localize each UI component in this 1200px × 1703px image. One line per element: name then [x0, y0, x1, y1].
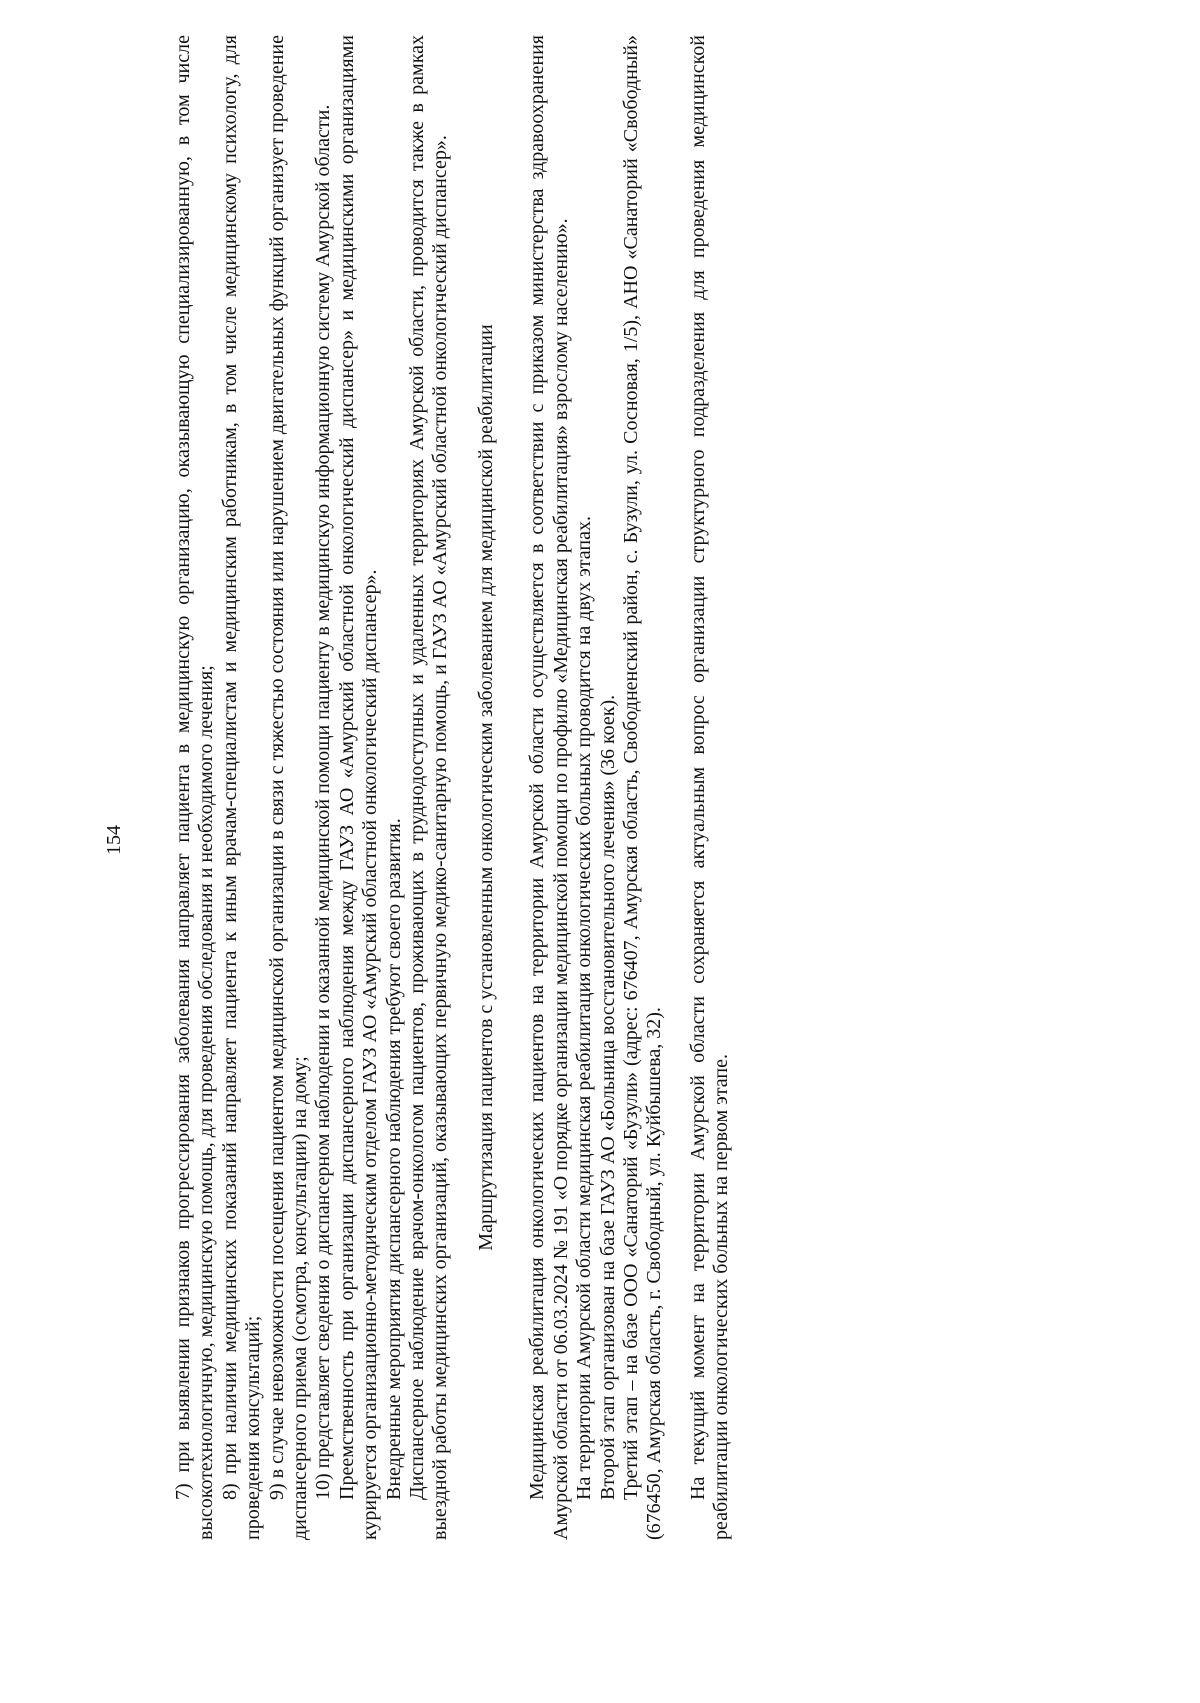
page-number: 154 — [103, 825, 125, 855]
section-heading: Маршрутизация пациентов с установленным онкологическим заболеванием для медицинской реабилитации — [474, 324, 497, 1251]
paragraph-remote-areas: Диспансерное наблюдение врачом-онкологом пациентов, проживающих в труднодоступных и удаленных территориях Амурской области, проводится также в рамках выездной работы медицинских организаций, оказывающих первичную медико-санитарную помощь, и ГАУЗ АО «Амурский областной онкологический диспансер». — [406, 35, 452, 1540]
paragraph-item-7: 7) при выявлении признаков прогрессирования заболевания направляет пациента в медицинскую организацию, оказывающую специализированную, в том числе высокотехнологичную, медицинскую помощь, для проведения обследования и необходимого лечения; — [172, 35, 218, 1540]
paragraph-measures: Внедренные мероприятия диспансерного наблюдения требуют своего развития. — [382, 818, 405, 1500]
paragraph-second-stage: Второй этап организован на базе ГАУЗ АО «Больница восстановительного лечения» (36 коек). — [596, 694, 619, 1500]
rotated-page-content — [102, 35, 1200, 1640]
paragraph-item-10: 10) представляет сведения о диспансерном наблюдении и оказанной медицинской помощи пациенту в медицинскую информационную систему Амурской области. — [312, 104, 335, 1500]
document-body — [172, 35, 734, 1540]
paragraph-first-stage-issue: На текущий момент на территории Амурской области сохраняется актуальным вопрос организации структурного подразделения для проведения медицинской реабилитации онкологических больных на первом этапе. — [686, 35, 733, 1540]
paragraph-rehab-order: Медицинская реабилитация онкологических пациентов на территории Амурской области осуществляется в соответствии с приказом министерства здравоохранения Амурской области от 06.03.2024 № 191 «О порядке организации медицинской помощи по профилю «Медицинская реабилитация» взрослому населению». — [526, 35, 572, 1540]
paragraph-item-9: 9) в случае невозможности посещения пациентом медицинской организации в связи с тяжестью состояния или нарушением двигательных функций организует проведение диспансерного приема (осмотра, консультации) на дому; — [265, 35, 312, 1540]
paragraph-rehab-stages: На территории Амурской области медицинская реабилитация онкологических больных проводится на двух этапах. — [573, 516, 596, 1500]
paragraph-third-stage: Третий этап – на базе ООО «Санаторий «Бузули» (адрес: 676407, Амурская область, Свободненский район, с. Бузули, ул. Сосновая, 1/5), АНО «Санаторий «Свободный» (676450, Амурская область, г. Свободный, ул. Куйбышева, 32). — [619, 35, 666, 1540]
paragraph-continuity: Преемственность при организации диспансерного наблюдения между ГАУЗ АО «Амурский областной онкологический диспансер» и медицинскими организациями курируется организационно-методическим отделом ГАУЗ АО «Амурский областной онкологический диспансер». — [335, 35, 382, 1540]
paragraph-item-8: 8) при наличии медицинских показаний направляет пациента к иным врачам-специалистам и медицинским работникам, в том числе медицинскому психологу, для проведения консультаций; — [218, 35, 265, 1540]
